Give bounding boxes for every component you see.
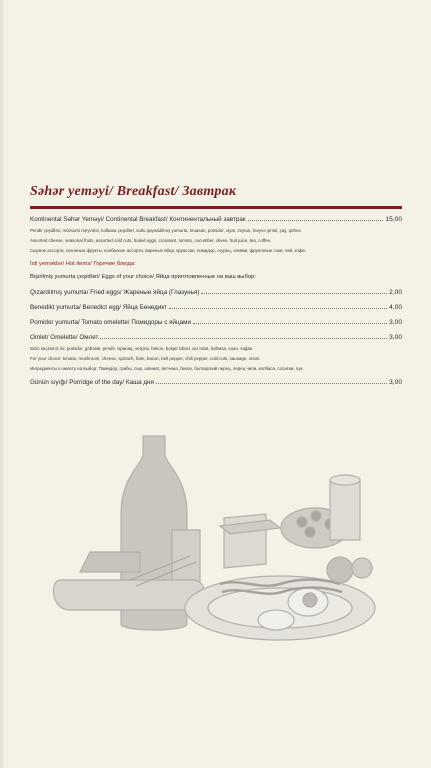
dot-leader	[248, 219, 384, 221]
omelette-description-az: Sizin seçiminiz ilə: pomidor, göbələk, pendir, ispanaq, vetçina, bekon, bolqar bibəri, acı istiot, kolbasa, soan, soğan.	[30, 345, 254, 351]
menu-item-omelette	[30, 333, 402, 342]
item-price: 3,00	[389, 379, 402, 387]
dot-leader	[201, 292, 387, 294]
dot-leader	[100, 337, 387, 339]
item-description-en: Assorted cheese, seasonal fruits, assorted cold cuts, boiled eggs, croissant, tomato, cucumber, olives, fruit juice, tea, coffee.	[30, 238, 272, 244]
item-name: Omlet/ Omelette/ Омлет	[30, 333, 99, 341]
menu-title: Səhər yeməyi/ Breakfast/ Завтрак	[30, 184, 237, 199]
breakfast-sketch-icon	[40, 430, 420, 680]
menu-item-tomato-omelette	[30, 318, 402, 327]
item-name: Pomidor yumurta/ Tomato omelette/ Помидоры с яйцами	[30, 318, 191, 326]
dot-leader	[193, 322, 387, 324]
item-name: Günün sıyığı/ Porridge of the day/ Каша дня	[30, 379, 154, 387]
hot-items-heading: İsti yeməklər/ Hot items/ Горячие блюда:	[30, 260, 136, 267]
dot-leader	[169, 307, 387, 309]
title-divider	[30, 206, 402, 209]
item-price: 2,00	[389, 288, 402, 296]
eggs-heading: Bişirilmiş yumurta çeşidləri/ Eggs of your choice/ Яйца приготовленные на ваш выбор:	[30, 273, 256, 280]
breakfast-menu	[30, 183, 402, 387]
menu-item-benedict-egg	[30, 303, 402, 312]
item-price: 3,00	[389, 333, 402, 341]
omelette-description-ru: Ингредиенты к омлету на выбор: Помидор, грибы, сыр, шпинат, ветчина, бекон, болгарский перец, перец чили, колбаса, сосиски, лук.	[30, 366, 304, 372]
menu-item-porridge	[30, 378, 402, 387]
item-name: Benedikt yumurta/ Benedict egg/ Яйца Бенедикт	[30, 303, 168, 311]
item-name: Kontinental Səhər Yeməyi/ Continental Breakfast/ Континентальный завтрак	[30, 216, 246, 223]
item-price: 15,00	[385, 216, 402, 223]
item-description-ru: Сырное ассорти, сезонные фрукты, колбасное ассорти, вареные яйца, круассан, помидор, огурец, оливки, фруктовые соки, чай, кофе.	[30, 248, 307, 254]
item-description-az: Pendir çeşidləri, mövsumi meyvələr, kolbasa çeşidləri, sutlu qaynadılmış yumurta, kruasan, pomidor, xiyar, zeytun, meyvə şirəsi, çay, qəhvə.	[30, 228, 302, 233]
menu-item-continental	[30, 215, 402, 224]
item-price: 3,00	[389, 318, 402, 326]
item-price: 4,00	[389, 303, 402, 311]
omelette-description-en: For your choice: tomato, mushroom, cheese, spinach, ham, bacon, bell pepper, chili pepper, cold cuts, sausage, onion.	[30, 355, 261, 361]
page-edge	[0, 0, 3, 768]
dot-leader	[156, 382, 387, 384]
item-name: Qızardılmış yumurta/ Fried eggs/ Жареные яйца (Глазунья)	[30, 288, 200, 296]
menu-item-fried-eggs	[30, 288, 402, 297]
